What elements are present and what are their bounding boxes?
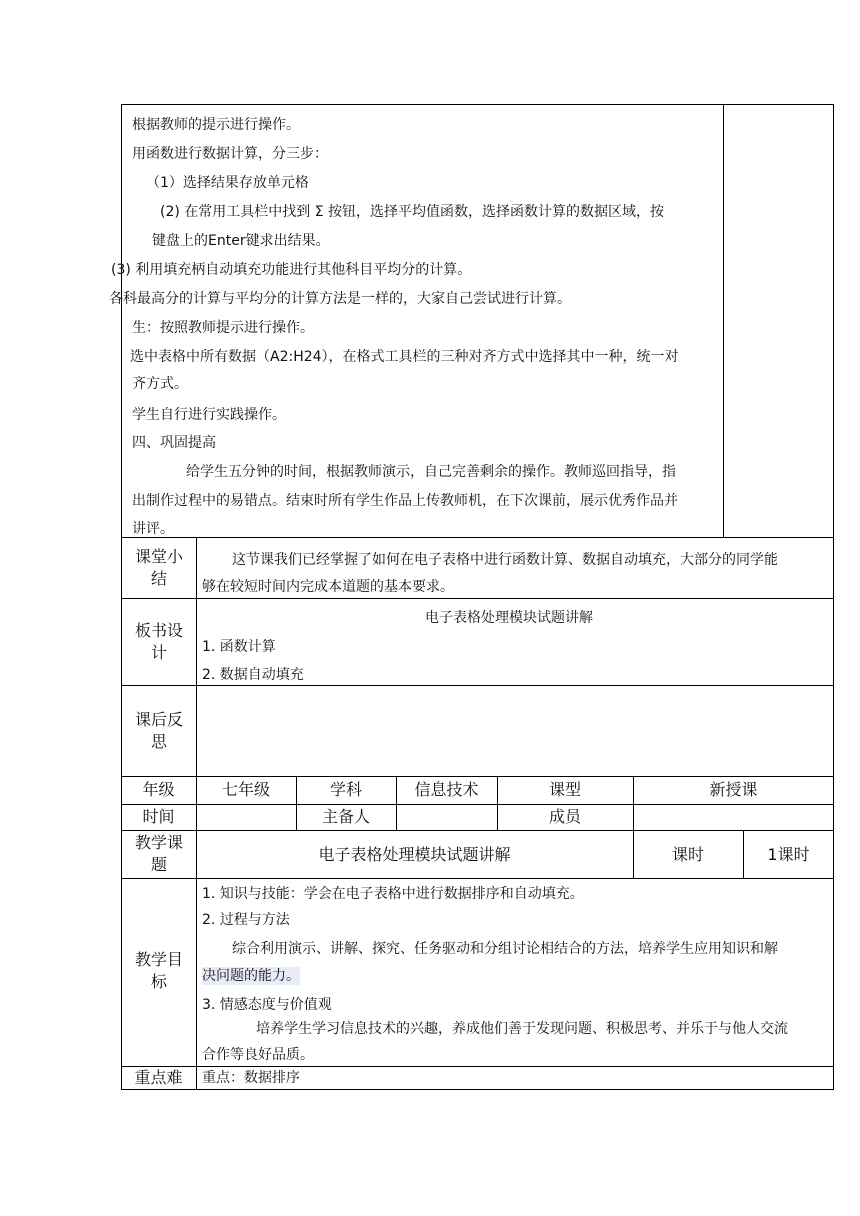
process-line: 出制作过程中的易错点。结束时所有学生作品上传教师机，在下次课前，展示优秀作品并 — [132, 493, 678, 509]
process-text-area — [108, 108, 722, 536]
process-line: 学生自行进行实践操作。 — [132, 407, 286, 423]
process-line: 给学生五分钟的时间，根据教师演示，自己完善剩余的操作。教师巡回指导，指 — [186, 464, 676, 480]
type-label: 课型 — [548, 780, 581, 799]
process-line: (2) 在常用工具栏中找到 Σ 按钮，选择平均值函数，选择函数计算的数据区域，按 — [160, 204, 665, 220]
hours-label: 课时 — [671, 845, 704, 864]
time-label: 时间 — [142, 807, 175, 826]
keypoints-value: 重点：数据排序 — [202, 1070, 300, 1086]
board-item: 1. 函数计算 — [202, 639, 276, 655]
objective-line: 决问题的能力。 — [202, 968, 300, 984]
hours-value: 1课时 — [767, 845, 810, 864]
summary-label: 课堂小 结 — [134, 547, 183, 588]
process-line: 四、巩固提高 — [132, 435, 216, 451]
process-line: 讲评。 — [132, 521, 174, 536]
grade-value: 七年级 — [221, 780, 270, 799]
summary-line: 够在较短时间内完成本道题的基本要求。 — [202, 579, 454, 595]
process-line: 生：按照教师提示进行操作。 — [132, 320, 314, 336]
process-line: 键盘上的Enter键求出结果。 — [152, 233, 330, 249]
process-line: （1）选择结果存放单元格 — [146, 175, 309, 191]
keypoints-label: 重点难 — [134, 1068, 183, 1087]
objectives-label: 教学目 标 — [134, 950, 183, 991]
objective-line: 3. 情感态度与价值观 — [202, 997, 332, 1013]
objective-line: 2. 过程与方法 — [202, 912, 290, 928]
subject-label: 学科 — [329, 780, 362, 799]
reflection-label: 课后反 思 — [134, 710, 183, 751]
process-line: 根据教师的提示进行操作。 — [132, 117, 300, 133]
process-line: 齐方式。 — [132, 376, 188, 392]
process-line: (3) 利用填充柄自动填充功能进行其他科目平均分的计算。 — [111, 262, 472, 278]
board-item: 2. 数据自动填充 — [202, 667, 304, 683]
process-line: 选中表格中所有数据（A2:H24），在格式工具栏的三种对齐方式中选择其中一种，统一对 — [130, 349, 679, 365]
board-label: 板书设 计 — [134, 621, 183, 662]
objective-line: 综合利用演示、讲解、探究、任务驱动和分组讨论相结合的方法，培养学生应用知识和解 — [232, 941, 778, 957]
grade-label: 年级 — [142, 780, 175, 799]
objective-line: 1. 知识与技能：学会在电子表格中进行数据排序和自动填充。 — [202, 886, 584, 902]
objective-line: 培养学生学习信息技术的兴趣，养成他们善于发现问题、积极思考、并乐于与他人交流 — [256, 1021, 788, 1037]
process-line: 各科最高分的计算与平均分的计算方法是一样的，大家自己尝试进行计算。 — [109, 291, 571, 307]
summary-line: 这节课我们已经掌握了如何在电子表格中进行函数计算、数据自动填充，大部分的同学能 — [232, 552, 778, 568]
preparer-label: 主备人 — [321, 807, 370, 826]
topic-value: 电子表格处理模块试题讲解 — [318, 845, 511, 864]
subject-value: 信息技术 — [414, 780, 479, 799]
board-title: 电子表格处理模块试题讲解 — [425, 610, 593, 626]
members-label: 成员 — [548, 807, 581, 826]
process-line: 用函数进行数据计算，分三步： — [132, 146, 328, 162]
objective-line: 合作等良好品质。 — [202, 1047, 314, 1063]
topic-label: 教学课 题 — [134, 833, 183, 874]
process-side-cell — [723, 104, 834, 538]
type-value: 新授课 — [709, 780, 758, 799]
